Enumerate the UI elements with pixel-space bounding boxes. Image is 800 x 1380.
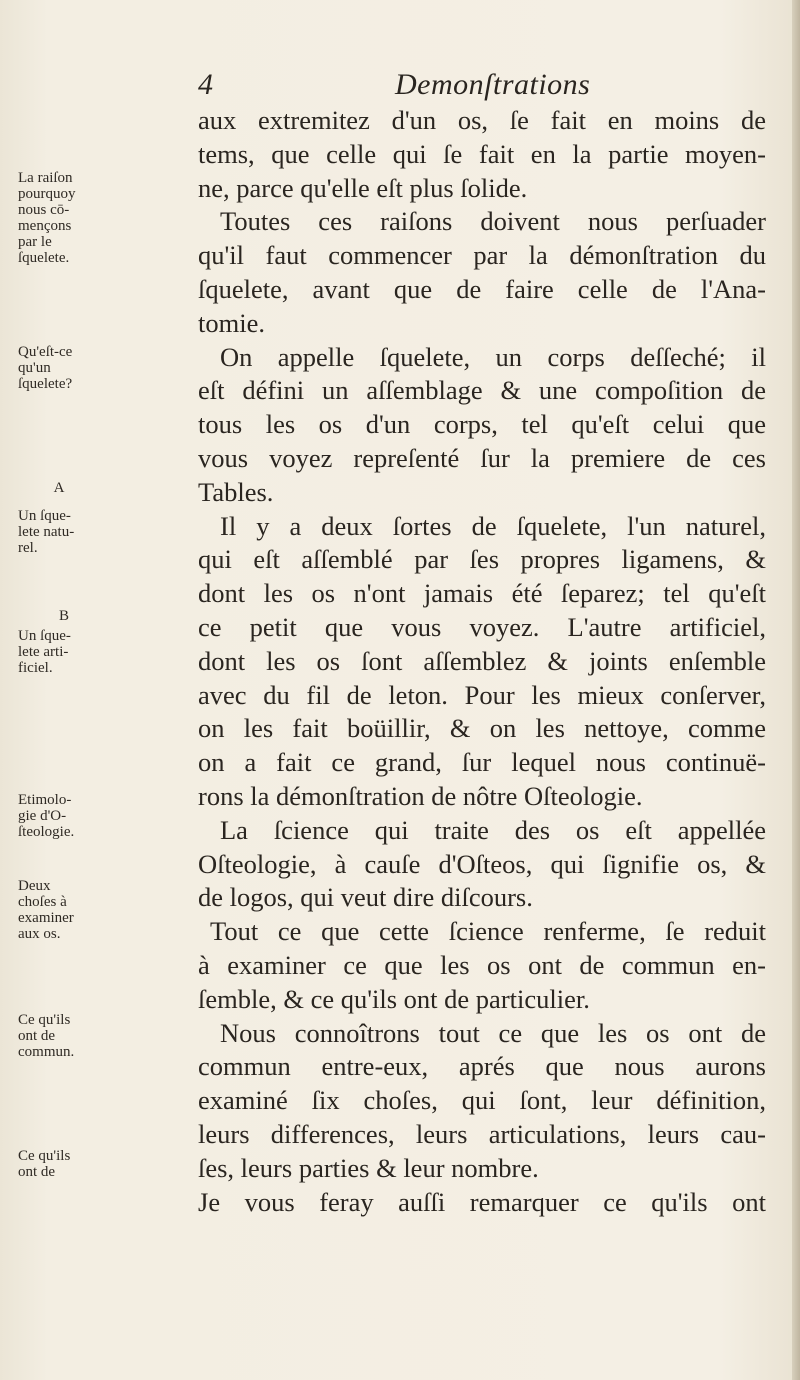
text-line: Nous connoîtrons tout ce que les os ont de [220,1017,766,1048]
text-line: ſemble, & ce qu'ils ont de particulier. [198,983,590,1014]
sidenote-line: nous cō- [18,202,70,218]
sidenote-line: La raiſon [18,170,73,186]
text-line: on a fait ce grand, ſur lequel nous continuë- [198,747,766,778]
text-line: Toutes ces raiſons doivent nous perſuader [220,206,766,237]
sidenote-line: rel. [18,540,38,556]
sidenote-line: ſteologie. [18,824,75,840]
text-line: avec du fil de leton. Pour les mieux conſerver, [198,679,766,710]
text-line: Je vous feray auſſi remarquer ce qu'ils ont [198,1186,766,1217]
text-line: on les fait boüillir, & on les nettoye, comme [198,713,766,744]
text-line: examiné ſix choſes, qui ſont, leur définition, [198,1085,766,1116]
sidenote-line: mençons [18,218,72,234]
sidenote-line: aux os. [18,926,61,942]
sidenote-line: ſquelete. [18,250,70,266]
sidenote-line: gie d'O- [18,808,67,824]
sidenote-line: pourquoy [18,186,76,202]
sidenote-question [18,344,138,392]
sidenote-deux-choses [18,878,138,942]
sidenote-line: lete arti- [18,644,69,660]
sidenote-mark-a [18,480,108,496]
sidenote-line: Qu'eſt-ce [18,344,73,360]
sidenote-mark: B [58,608,69,624]
text-line: vous voyez repreſenté ſur la premiere de ces [198,442,766,473]
text-line: dont les os n'ont jamais été ſeparez; tel qu'eſt [198,578,766,609]
sidenote-line: qu'un [18,360,51,376]
text-line: à examiner ce que les os ont de commun en- [198,949,766,980]
sidenote-commun [18,1012,138,1060]
sidenote-line: ſquelete? [18,376,73,392]
sidenote-line: commun. [18,1044,75,1060]
text-line: Tables. [198,476,274,507]
sidenote-line: Un ſque- [18,628,71,644]
page-number: 4 [198,68,213,101]
text-line: tems, que celle qui ſe fait en la partie moyen- [198,138,766,169]
sidenote-line: choſes à [18,894,67,910]
text-line: qui eſt aſſemblé par ſes propres ligamens, & [198,544,766,575]
text-line: ſquelete, avant que de faire celle de l'Ana- [198,273,766,304]
text-line: aux extremitez d'un os, ſe fait en moins de [198,105,766,135]
text-line: tous les os d'un corps, tel qu'eſt celui que [198,409,766,440]
text-line: tomie. [198,307,265,338]
text-line: commun entre-eux, aprés que nous aurons [198,1051,766,1082]
text-line: ce petit que vous voyez. L'autre artificiel, [198,611,766,642]
text-line: Tout ce que cette ſcience renferme, ſe reduit [210,916,766,947]
sidenote-line: examiner [18,910,74,926]
sidenote-line: Un ſque- [18,508,71,524]
sidenote-raison [18,170,138,266]
sidenote-naturel [18,508,138,556]
page-header [0,68,800,108]
text-line: qu'il faut commencer par la démonſtration du [198,240,766,271]
text-line: de logos, qui veut dire diſcours. [198,882,533,913]
text-line: Oſteologie, à cauſe d'Oſteos, qui ſignifie os, & [198,848,766,879]
sidenote-line: Ce qu'ils [18,1148,71,1164]
sidenote-ce-qu-ils [18,1148,138,1180]
sidenote-line: Deux [18,878,51,894]
sidenote-line: ont de [18,1164,56,1180]
text-line: Il y a deux ſortes de ſquelete, l'un naturel, [220,510,766,541]
text-line: ne, parce qu'elle eſt plus ſolide. [198,172,528,203]
sidenote-etymologie [18,792,138,840]
text-line: eſt défini un aſſemblage & une compoſition de [198,375,766,406]
sidenote-line: lete natu- [18,524,75,540]
text-line: leurs differences, leurs articulations, leurs cau- [198,1118,766,1149]
running-title: Demonſtrations [395,68,591,101]
main-text [198,104,766,1219]
sidenote-line: ficiel. [18,660,53,676]
sidenote-line: ont de [18,1028,56,1044]
text-line: La ſcience qui traite des os eſt appellée [220,814,766,845]
sidenote-line: Ce qu'ils [18,1012,71,1028]
sidenote-artificiel [18,628,138,676]
sidenote-mark: A [53,480,65,496]
page-edge [792,0,800,1380]
sidenote-line: par le [18,234,52,250]
sidenote-line: Etimolo- [18,792,72,808]
text-line: dont les os ſont aſſemblez & joints enſemble [198,645,766,676]
sidenote-mark-b [18,608,118,624]
text-line: ſes, leurs parties & leur nombre. [198,1152,539,1183]
text-line: On appelle ſquelete, un corps deſſeché; il [220,341,766,372]
text-line: rons la démonſtration de nôtre Oſteologie. [198,780,643,811]
